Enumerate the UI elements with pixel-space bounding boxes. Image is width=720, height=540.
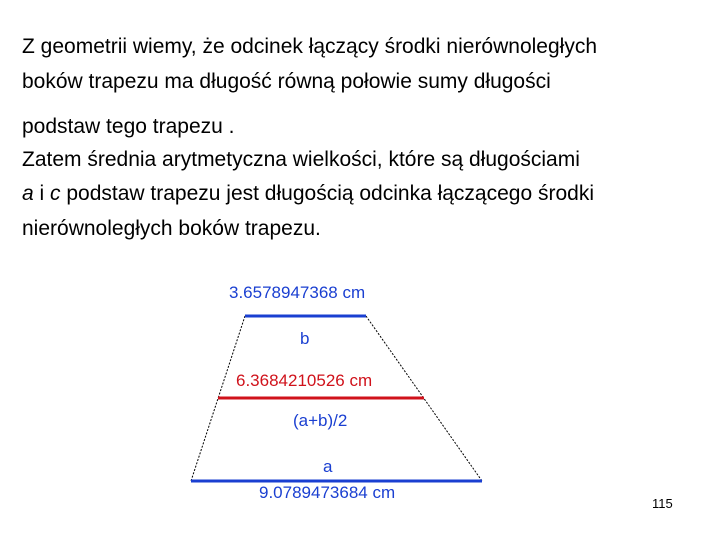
page-number: 115 — [652, 496, 673, 511]
conjunction: i — [33, 182, 51, 205]
bottom-length-label: 9.0789473684 cm — [259, 483, 396, 502]
label-a: a — [323, 457, 333, 476]
variable-a: a — [22, 182, 34, 205]
label-b: b — [300, 329, 310, 348]
text-fragment: podstaw trapezu jest długością odcinka łączącego środki — [60, 182, 595, 205]
text-line: nierównoległych boków trapezu. — [22, 217, 321, 240]
text-line: podstaw tego trapezu . — [22, 115, 235, 138]
text-line: Zatem średnia arytmetyczna wielkości, które są długościami — [22, 148, 580, 171]
text-line: boków trapezu ma długość równą połowie sumy długości — [22, 70, 551, 93]
variable-c: c — [50, 182, 61, 205]
text-line: Z geometrii wiemy, że odcinek łączący środki nierównoległych — [22, 35, 598, 58]
top-length-label: 3.6578947368 cm — [229, 283, 366, 302]
label-midline: (a+b)/2 — [293, 411, 348, 430]
mid-length-label: 6.3684210526 cm — [236, 371, 373, 390]
